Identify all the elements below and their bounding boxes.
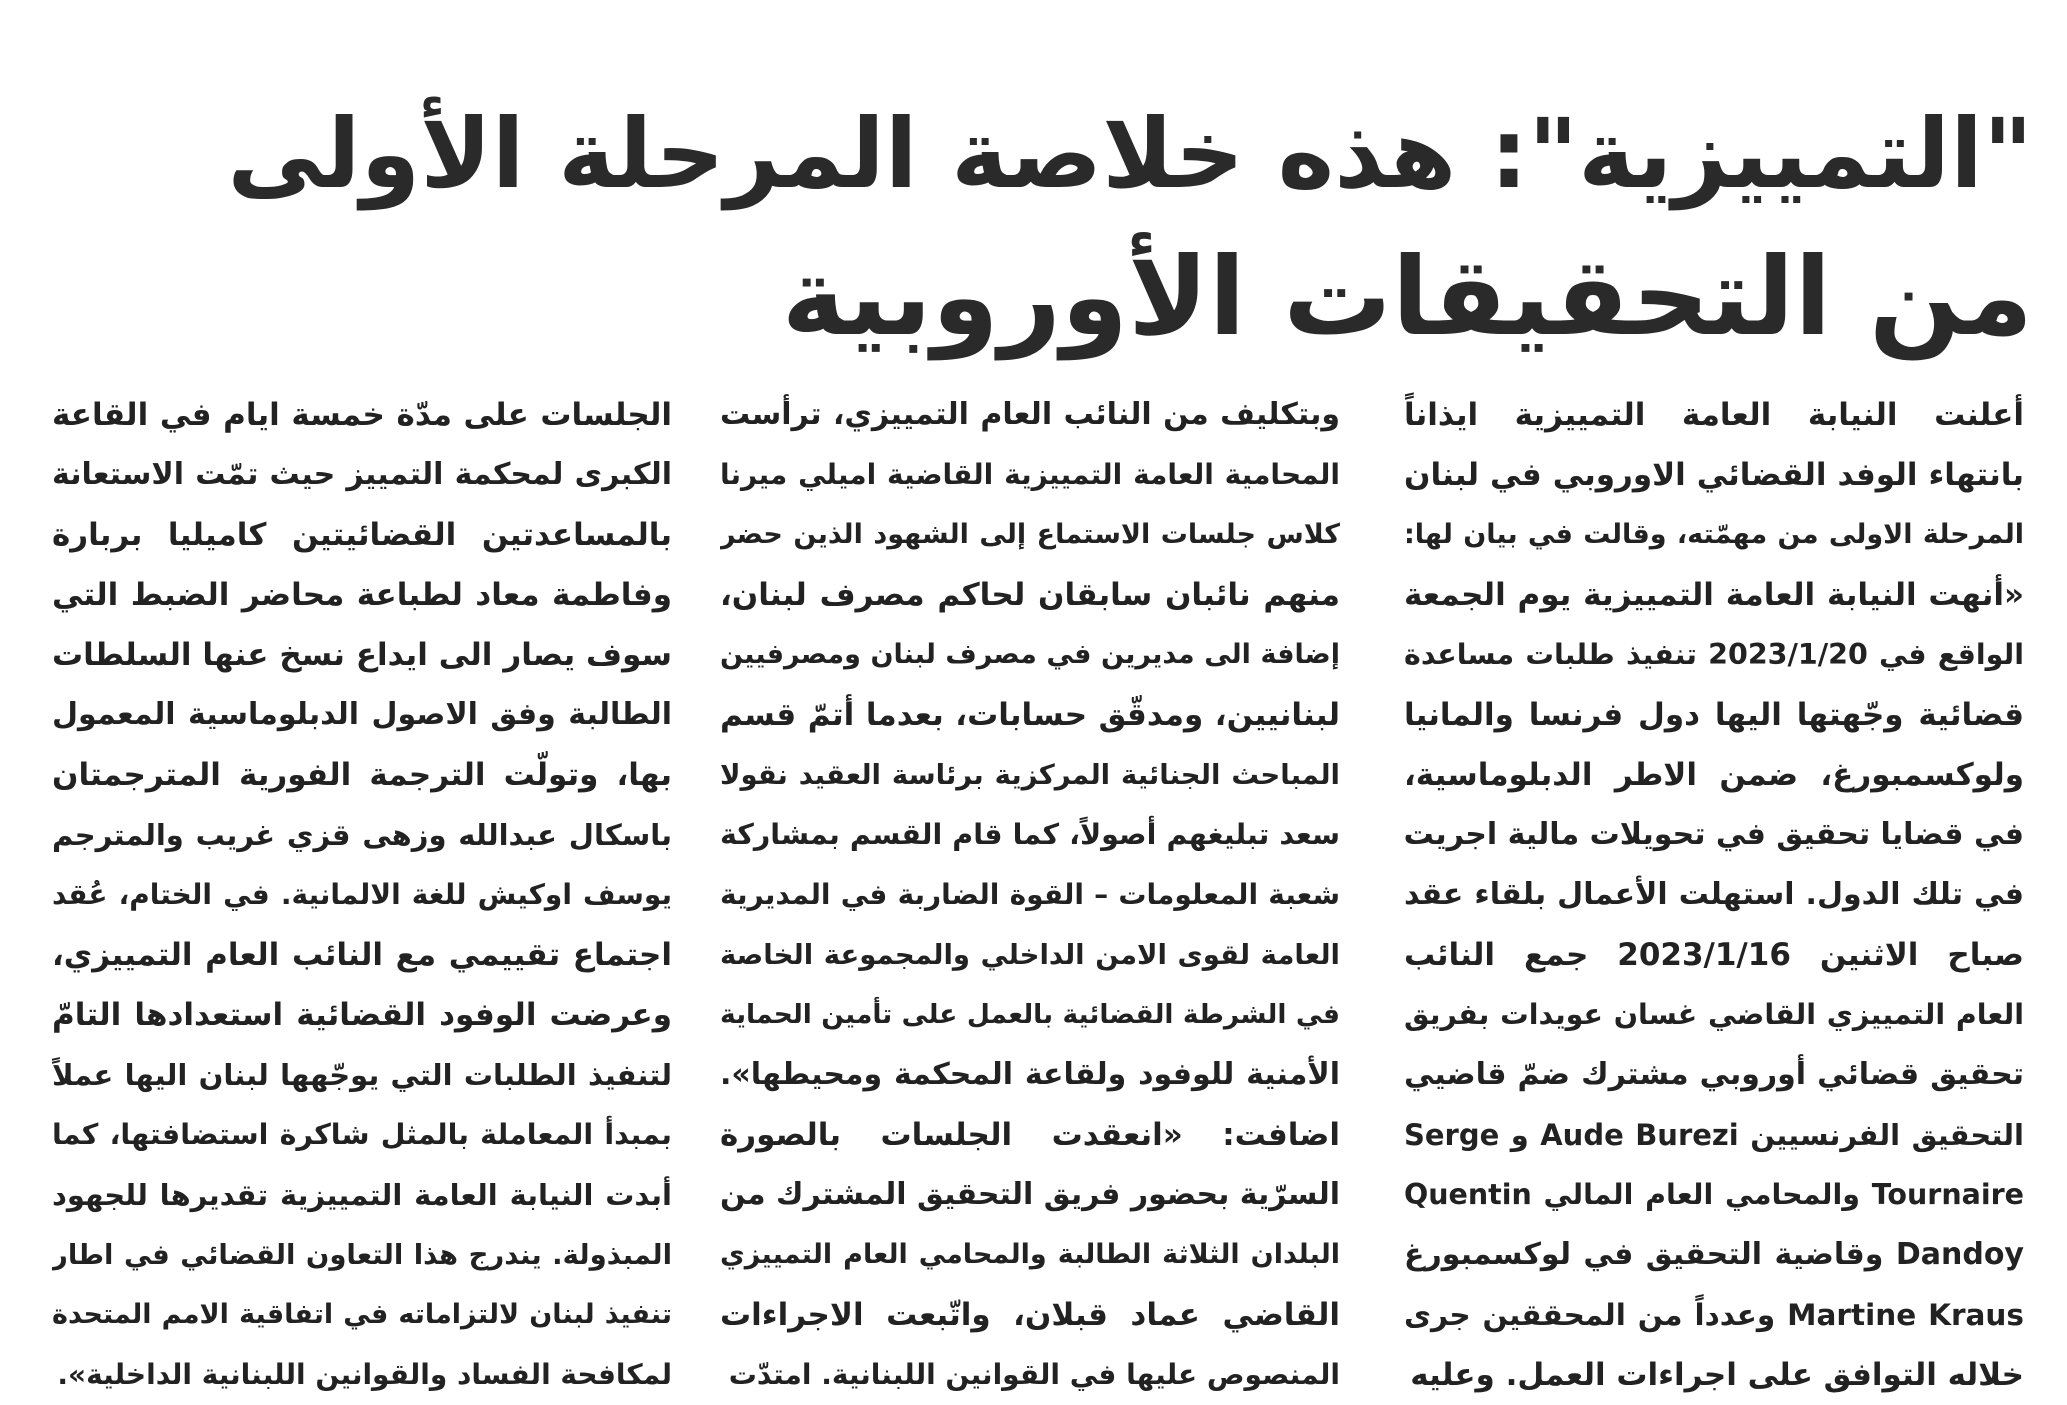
- body-text-line: أبدت النيابة العامة التمييزية تقديرها للجهود: [52, 1178, 672, 1212]
- body-text-line: Dandoy وقاضية التحقيق في لوكسمبورغ: [1404, 1237, 2024, 1272]
- body-text-line: اضافت: «انعقدت الجلسات بالصورة: [720, 1117, 1340, 1153]
- body-text-line: الكبرى لمحكمة التمييز حيث تمّت الاستعانة: [52, 457, 672, 492]
- body-text-line: المحامية العامة التمييزية القاضية اميلي ميرنا: [720, 458, 1340, 491]
- body-text-line: إضافة الى مديرين في مصرف لبنان ومصرفيين: [720, 639, 1340, 670]
- body-text-line: العامة لقوى الامن الداخلي والمجموعة الخاصة: [720, 939, 1340, 971]
- body-text-line: تحقيق قضائي أوروبي مشترك ضمّ قاضيي: [1404, 1057, 2024, 1092]
- article-body: [52, 385, 2024, 1393]
- headline-line-2: من التحقيقات الأوروبية: [781, 235, 2033, 360]
- body-text-line: كلاس جلسات الاستماع إلى الشهود الذين حضر: [720, 519, 1340, 550]
- body-column-2: [720, 385, 1340, 1405]
- body-text-line: البلدان الثلاثة الطالبة والمحامي العام التمييزي: [720, 1239, 1340, 1270]
- body-text-line: الجلسات على مدّة خمسة ايام في القاعة: [52, 397, 672, 433]
- body-text-line: بالمساعدتين القضائيتين كاميليا بربارة: [52, 517, 672, 553]
- body-text-line: المبذولة. يندرج هذا التعاون القضائي في اطار: [52, 1239, 672, 1271]
- body-text-line: Martine Kraus وعدداً من المحققين جرى: [1404, 1298, 2024, 1332]
- article-headline: [213, 82, 2033, 370]
- body-text-line: التحقيق الفرنسيين Aude Burezi و Serge: [1404, 1118, 2024, 1152]
- body-text-line: لبنانيين، ومدقّق حسابات، بعدما أتمّ قسم: [720, 697, 1340, 733]
- body-text-line: أعلنت النيابة العامة التمييزية ايذاناً: [1404, 397, 2024, 433]
- body-text-line: «أنهت النيابة العامة التمييزية يوم الجمعة: [1404, 577, 2024, 613]
- body-text-line: اجتماع تقييمي مع النائب العام التمييزي،: [52, 937, 672, 973]
- body-text-line: في الشرطة القضائية بالعمل على تأمين الحماية: [720, 999, 1340, 1030]
- body-text-line: لتنفيذ الطلبات التي يوجّهها لبنان اليها عملاً: [52, 1058, 672, 1092]
- body-text-line: بها، وتولّت الترجمة الفورية المترجمتان: [52, 757, 672, 793]
- body-text-line: تنفيذ لبنان لالتزاماته في اتفاقية الامم المتحدة: [52, 1299, 672, 1330]
- body-text-line: بمبدأ المعاملة بالمثل شاكرة استضافتها، كما: [52, 1118, 672, 1151]
- body-text-line: في قضايا تحقيق في تحويلات مالية اجريت: [1404, 817, 2024, 852]
- body-text-line: قضائية وجّهتها اليها دول فرنسا والمانيا: [1404, 697, 2024, 733]
- body-text-line: وعرضت الوفود القضائية استعدادها التامّ: [52, 997, 672, 1033]
- body-text-line: وفاطمة معاد لطباعة محاضر الضبط التي: [52, 577, 672, 613]
- body-text-line: ولوكسمبورغ، ضمن الاطر الدبلوماسية،: [1404, 757, 2024, 793]
- body-text-line: بانتهاء الوفد القضائي الاوروبي في لبنان: [1404, 457, 2024, 493]
- body-text-line: المرحلة الاولى من مهمّته، وقالت في بيان لها:: [1404, 519, 2024, 550]
- body-text-line: خلاله التوافق على اجراءات العمل. وعليه: [1410, 1357, 2024, 1393]
- body-text-line: سعد تبليغهم أصولاً، كما قام القسم بمشاركة: [720, 818, 1340, 851]
- body-text-line: شعبة المعلومات – القوة الضاربة في المديرية: [720, 878, 1340, 911]
- body-text-line: منهم نائبان سابقان لحاكم مصرف لبنان،: [720, 577, 1340, 613]
- body-text-line: العام التمييزي القاضي غسان عويدات بفريق: [1404, 998, 2024, 1031]
- body-text-line: الأمنية للوفود ولقاعة المحكمة ومحيطها».: [720, 1057, 1340, 1092]
- body-text-line: القاضي عماد قبلان، واتّبعت الاجراءات: [720, 1297, 1340, 1333]
- body-text-line: Tournaire والمحامي العام المالي Quentin: [1404, 1178, 2024, 1211]
- body-text-line: الطالبة وفق الاصول الدبلوماسية المعمول: [52, 697, 672, 732]
- body-column-3: [52, 385, 672, 1405]
- body-column-1: [1404, 385, 2024, 1405]
- body-text-line: المباحث الجنائية المركزية برئاسة العقيد نقولا: [720, 759, 1340, 791]
- headline-line-1: "التمييزية": هذه خلاصة المرحلة الأولى: [227, 98, 2033, 210]
- body-text-line: يوسف اوكيش للغة الالمانية. في الختام، عُقد: [52, 878, 672, 911]
- body-text-line: صباح الاثنين 2023/1/16 جمع النائب: [1404, 937, 2024, 973]
- body-text-line: باسكال عبدالله وزهى قزي غريب والمترجم: [52, 818, 672, 852]
- body-text-line: وبتكليف من النائب العام التمييزي، ترأست: [720, 397, 1340, 432]
- body-text-line: المنصوص عليها في القوانين اللبنانية. امتدّت: [728, 1358, 1340, 1391]
- body-text-line: لمكافحة الفساد والقوانين اللبنانية الداخلية».: [57, 1358, 672, 1391]
- body-text-line: الواقع في 2023/1/20 تنفيذ طلبات مساعدة: [1404, 638, 2024, 671]
- body-text-line: السرّية بحضور فريق التحقيق المشترك من: [720, 1177, 1340, 1212]
- body-text-line: في تلك الدول. استهلت الأعمال بلقاء عقد: [1404, 877, 2024, 912]
- body-text-line: سوف يصار الى ايداع نسخ عنها السلطات: [52, 637, 672, 673]
